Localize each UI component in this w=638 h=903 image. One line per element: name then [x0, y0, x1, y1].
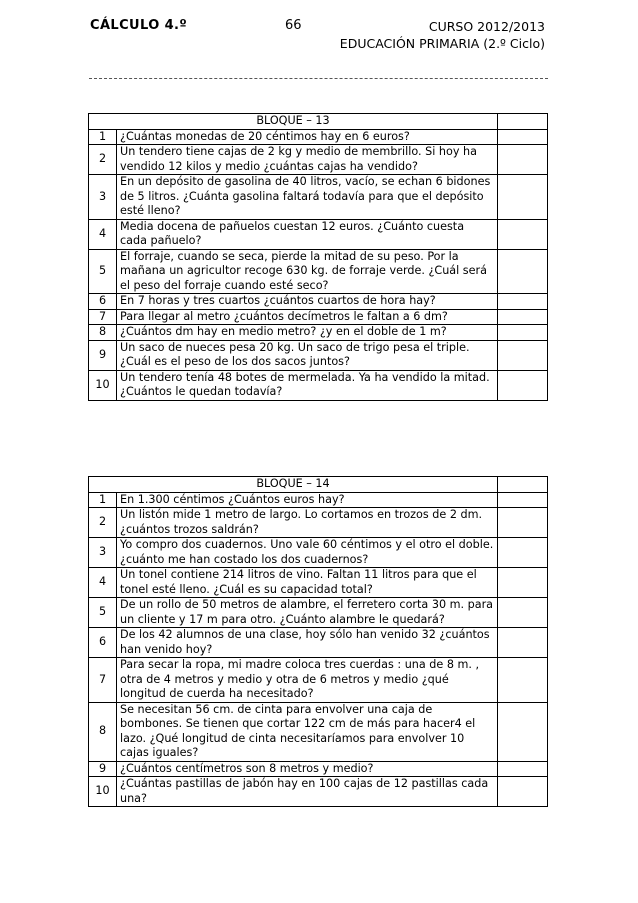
answer-cell[interactable] [498, 370, 548, 400]
question-number: 1 [89, 492, 117, 508]
table-row [89, 777, 548, 807]
answer-cell[interactable] [498, 777, 548, 807]
question-number: 5 [89, 249, 117, 294]
answer-cell[interactable] [498, 129, 548, 145]
question-text: Para secar la ropa, mi madre coloca tres cuerdas : una de 8 m. , otra de 4 metros y medio y otra de 6 metros y medio ¿qué longitud de cuerda ha necesitado? [117, 658, 498, 703]
answer-cell [498, 114, 548, 130]
question-text: ¿Cuántas monedas de 20 céntimos hay en 6 euros? [117, 129, 498, 145]
education-level: EDUCACIÓN PRIMARIA (2.º Ciclo) [339, 36, 545, 51]
table-row [89, 508, 548, 538]
table-row [89, 309, 548, 325]
bloque-title: BLOQUE – 14 [89, 477, 498, 493]
table-row [89, 145, 548, 175]
answer-cell[interactable] [498, 508, 548, 538]
question-number: 4 [89, 568, 117, 598]
answer-cell[interactable] [498, 492, 548, 508]
question-text: Yo compro dos cuadernos. Uno vale 60 céntimos y el otro el doble. ¿cuánto me han costado los dos cuadernos? [117, 538, 498, 568]
question-text: Un listón mide 1 metro de largo. Lo cortamos en trozos de 2 dm. ¿cuántos trozos saldrán? [117, 508, 498, 538]
table-row [89, 175, 548, 220]
question-number: 6 [89, 294, 117, 310]
table-row [89, 340, 548, 370]
question-text: De un rollo de 50 metros de alambre, el ferretero corta 30 m. para un cliente y 17 m para otro. ¿Cuánto alambre le quedará? [117, 598, 498, 628]
table-row [89, 249, 548, 294]
table-row [89, 702, 548, 761]
answer-cell[interactable] [498, 175, 548, 220]
answer-cell[interactable] [498, 538, 548, 568]
question-number: 9 [89, 340, 117, 370]
question-number: 5 [89, 598, 117, 628]
answer-cell[interactable] [498, 325, 548, 341]
answer-cell[interactable] [498, 702, 548, 761]
question-text: Un tonel contiene 214 litros de vino. Faltan 11 litros para que el tonel esté lleno. ¿Cuál es su capacidad total? [117, 568, 498, 598]
table-row [89, 219, 548, 249]
question-number: 9 [89, 761, 117, 777]
answer-cell[interactable] [498, 761, 548, 777]
question-text: Para llegar al metro ¿cuántos decímetros le faltan a 6 dm? [117, 309, 498, 325]
page-number: 66 [285, 18, 302, 33]
question-text: En 1.300 céntimos ¿Cuántos euros hay? [117, 492, 498, 508]
question-number: 8 [89, 702, 117, 761]
answer-cell[interactable] [498, 598, 548, 628]
question-text: Media docena de pañuelos cuestan 12 euros. ¿Cuánto cuesta cada pañuelo? [117, 219, 498, 249]
table-row [89, 325, 548, 341]
question-text: Un saco de nueces pesa 20 kg. Un saco de trigo pesa el triple. ¿Cuál es el peso de los dos sacos juntos? [117, 340, 498, 370]
question-number: 10 [89, 370, 117, 400]
answer-cell[interactable] [498, 294, 548, 310]
question-text: ¿Cuántos centímetros son 8 metros y medio? [117, 761, 498, 777]
question-number: 3 [89, 538, 117, 568]
subject-title: CÁLCULO 4.º [90, 18, 188, 33]
answer-cell[interactable] [498, 628, 548, 658]
answer-cell[interactable] [498, 249, 548, 294]
question-number: 7 [89, 309, 117, 325]
table-row [89, 492, 548, 508]
bloque-title-row [89, 114, 548, 130]
question-text: De los 42 alumnos de una clase, hoy sólo han venido 32 ¿cuántos han venido hoy? [117, 628, 498, 658]
question-number: 6 [89, 628, 117, 658]
bloque-14-table [88, 476, 548, 807]
question-text: El forraje, cuando se seca, pierde la mitad de su peso. Por la mañana un agricultor recoge 630 kg. de forraje verde. ¿Cuál será el peso del forraje cuando esté seco? [117, 249, 498, 294]
question-text: En 7 horas y tres cuartos ¿cuántos cuartos de hora hay? [117, 294, 498, 310]
course-year: CURSO 2012/2013 [428, 19, 545, 34]
question-text: Se necesitan 56 cm. de cinta para envolver una caja de bombones. Se tienen que cortar 122 cm de más para hacer4 el lazo. ¿Qué longitud de cinta necesitaríamos para envolver 10 cajas iguales? [117, 702, 498, 761]
answer-cell[interactable] [498, 309, 548, 325]
table-row [89, 658, 548, 703]
question-number: 1 [89, 129, 117, 145]
answer-cell[interactable] [498, 658, 548, 703]
question-text: Un tendero tenía 48 botes de mermelada. Ya ha vendido la mitad. ¿Cuántos le quedan todavía? [117, 370, 498, 400]
answer-cell[interactable] [498, 219, 548, 249]
question-number: 8 [89, 325, 117, 341]
question-text: En un depósito de gasolina de 40 litros, vacío, se echan 6 bidones de 5 litros. ¿Cuánta gasolina faltará todavía para que el depósito esté lleno? [117, 175, 498, 220]
table-row [89, 129, 548, 145]
bloque-13-table [88, 113, 548, 401]
table-row [89, 598, 548, 628]
answer-cell [498, 477, 548, 493]
question-number: 2 [89, 145, 117, 175]
table-row [89, 294, 548, 310]
question-number: 7 [89, 658, 117, 703]
answer-cell[interactable] [498, 340, 548, 370]
course-info [340, 18, 545, 52]
answer-cell[interactable] [498, 568, 548, 598]
table-row [89, 761, 548, 777]
question-text: ¿Cuántos dm hay en medio metro? ¿y en el doble de 1 m? [117, 325, 498, 341]
table-row [89, 568, 548, 598]
question-number: 3 [89, 175, 117, 220]
question-text: Un tendero tiene cajas de 2 kg y medio de membrillo. Si hoy ha vendido 12 kilos y medio ¿cuántas cajas ha vendido? [117, 145, 498, 175]
bloque-title: BLOQUE – 13 [89, 114, 498, 130]
answer-cell[interactable] [498, 145, 548, 175]
page-header [89, 16, 548, 58]
bloque-title-row [89, 477, 548, 493]
question-text: ¿Cuántas pastillas de jabón hay en 100 cajas de 12 pastillas cada una? [117, 777, 498, 807]
table-row [89, 628, 548, 658]
question-number: 4 [89, 219, 117, 249]
table-row [89, 370, 548, 400]
table-row [89, 538, 548, 568]
question-number: 10 [89, 777, 117, 807]
question-number: 2 [89, 508, 117, 538]
header-divider [89, 78, 548, 79]
